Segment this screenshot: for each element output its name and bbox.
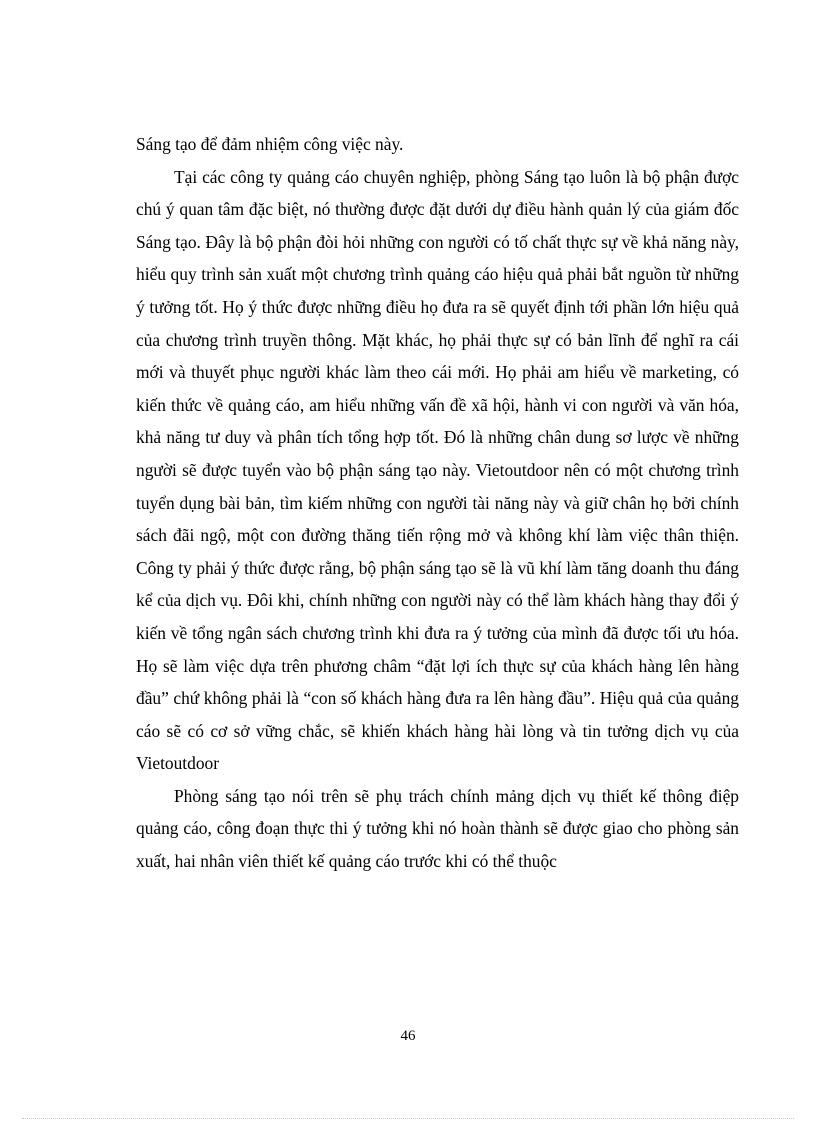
- paragraph-creative-responsibilities: Phòng sáng tạo nói trên sẽ phụ trách chính mảng dịch vụ thiết kế thông điệp quảng cáo, công đoạn thực thi ý tưởng khi nó hoàn thành sẽ được giao cho phòng sản xuất, hai nhân viên thiết kế quảng cáo trước khi có thể thuộc: [136, 785, 739, 872]
- page-number: 46: [400, 1028, 416, 1044]
- paragraph-continuation: Sáng tạo để đảm nhiệm công việc này.: [136, 134, 404, 154]
- paragraph-creative-department: Tại các công ty quảng cáo chuyên nghiệp, phòng Sáng tạo luôn là bộ phận được chú ý quan tâm đặc biệt, nó thường được đặt dưới dự điều hành quản lý của giám đốc Sáng tạo. Đây là bộ phận đòi hỏi những con người có tố chất thực sự về khả năng này, hiểu quy trình sản xuất một chương trình quảng cáo hiệu quả phải bắt nguồn từ những ý tưởng tốt. Họ ý thức được những điều họ đưa ra sẽ quyết định tới phần lớn hiệu quả của chương trình truyền thông. Mặt khác, họ phải thực sự có bản lĩnh để nghĩ ra cái mới và thuyết phục người khác làm theo cái mới. Họ phải am hiểu về marketing, có kiến thức về quảng cáo, am hiểu những vấn đề xã hội, hành vi con người và văn hóa, khả năng tư duy và phân tích tổng hợp tốt. Đó là những chân dung sơ lược về những người sẽ được tuyển vào bộ phận sáng tạo này. Vietoutdoor nên có một chương trình tuyển dụng bài bản, tìm kiếm những con người tài năng này và giữ chân họ bởi chính sách đãi ngộ, một con đường thăng tiến rộng mở và không khí làm việc thân thiện. Công ty phải ý thức được rằng, bộ phận sáng tạo sẽ là vũ khí làm tăng doanh thu đáng kể của dịch vụ. Đôi khi, chính những con người này có thể làm khách hàng thay đổi ý kiến về tổng ngân sách chương trình khi đưa ra ý tưởng của mình đã được tối ưu hóa. Họ sẽ làm việc dựa trên phương châm “đặt lợi ích thực sự của khách hàng lên hàng đầu” chứ không phải là “con số khách hàng đưa ra lên hàng đầu”. Hiệu quả của quảng cáo sẽ có cơ sở vững chắc, sẽ khiến khách hàng hài lòng và tin tưởng dịch vụ của Vietoutdoor: [136, 166, 739, 774]
- page-bottom-divider: [22, 1118, 794, 1119]
- body-text: [136, 128, 739, 878]
